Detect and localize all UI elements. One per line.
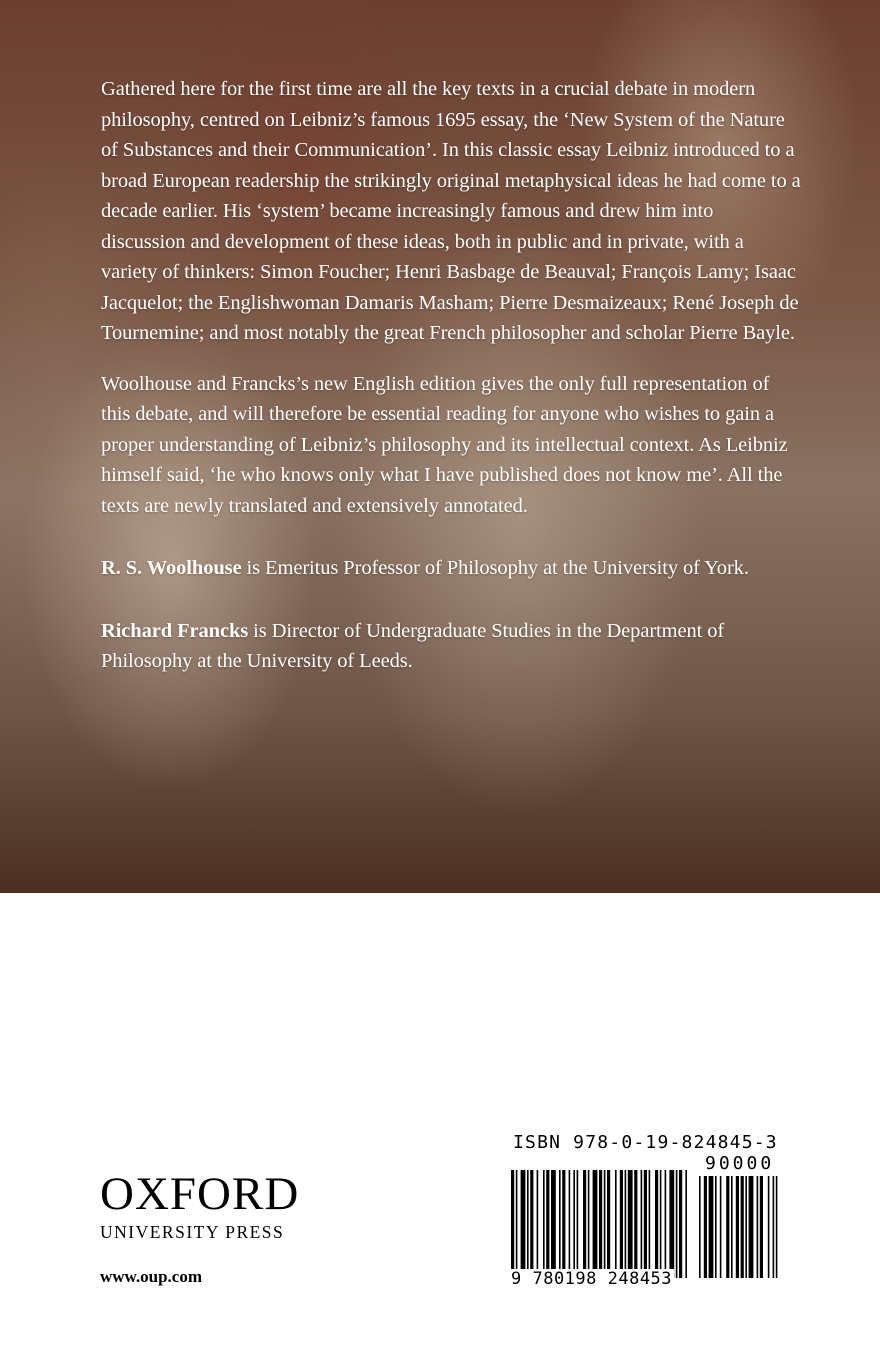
barcode-bar xyxy=(543,1170,545,1278)
author-name: R. S. Woolhouse xyxy=(101,557,242,579)
barcode-addon-bar xyxy=(709,1176,714,1278)
barcode-bar xyxy=(641,1170,643,1278)
barcode-bar xyxy=(569,1170,571,1278)
barcode-bar xyxy=(511,1170,514,1278)
barcode-addon-bar xyxy=(726,1176,729,1278)
barcode-bar xyxy=(607,1170,610,1278)
barcode-addon-bar xyxy=(745,1176,747,1278)
barcode-bar xyxy=(625,1170,627,1278)
barcode-addon-bar xyxy=(749,1176,754,1278)
author-description: is Director of Undergraduate Studies in the Department of Philosophy at the University of Leeds. xyxy=(101,619,725,672)
barcode-addon-bar xyxy=(720,1176,722,1278)
barcode-bar xyxy=(588,1170,590,1278)
barcode-bar xyxy=(615,1170,617,1278)
barcode-bar xyxy=(521,1170,526,1278)
barcode-bar xyxy=(527,1170,529,1278)
barcode-bar xyxy=(685,1170,687,1278)
barcode-addon-bar xyxy=(699,1176,701,1278)
barcode-bar xyxy=(546,1170,549,1278)
author-bio-francks xyxy=(101,616,801,677)
author-bio-woolhouse xyxy=(101,553,801,584)
barcode-bar xyxy=(537,1170,539,1278)
blurb-paragraph-2: Woolhouse and Francks’s new English edition gives the only full representation of this debate, and will therefore be essential reading for anyone who wishes to gain a proper understanding of Leibniz’s philosophy and its intellectual context. As Leibniz himself said, ‘he who knows only what I have published does not know me’. All the texts are newly translated and extensively annotated. xyxy=(101,372,788,517)
barcode-addon-bar xyxy=(736,1176,739,1278)
barcode-bar xyxy=(604,1170,606,1278)
blurb-text xyxy=(101,74,801,697)
barcode-addon-bar xyxy=(760,1176,763,1278)
barcode-bar xyxy=(669,1170,674,1278)
isbn-barcode xyxy=(505,1132,787,1292)
publisher-logo-subtitle: UNIVERSITY PRESS xyxy=(100,1222,285,1242)
barcode-addon-bar xyxy=(773,1176,775,1278)
barcode-bar xyxy=(655,1170,658,1278)
barcode-bar xyxy=(599,1170,602,1278)
barcode-bar xyxy=(562,1170,565,1278)
barcode-addon-bar xyxy=(731,1176,733,1278)
barcode-bar xyxy=(679,1170,682,1278)
barcode-bar xyxy=(620,1170,623,1278)
barcode-bar xyxy=(577,1170,579,1278)
barcode-bar xyxy=(649,1170,651,1278)
barcode-addon-bar xyxy=(776,1176,778,1278)
barcode-bar xyxy=(634,1170,637,1278)
barcode-addon-bar xyxy=(715,1176,717,1278)
barcode-bar xyxy=(660,1170,662,1278)
barcode-bar xyxy=(593,1170,598,1278)
blurb-paragraph-1: Gathered here for the first time are all the key texts in a crucial debate in modern philosophy, centred on Leibniz’s famous 1695 essay, the ‘New System of the Nature of Substances and their Communication’. In this classic essay Leibniz introduced to a broad European readership the strikingly original metaphysical ideas he had come to a decade earlier. His ‘system’ became increasingly famous and drew him into discussion and development of these ideas, both in public and in private, with a variety of thinkers: Simon Foucher; Henri Basbage de Beauval; François Lamy; Isaac Jacquelot; the Englishwoman Damaris Masham; Pierre Desmaizeaux; René Joseph de Tournemine; and most notably the great French philosopher and scholar Pierre Bayle. xyxy=(101,78,801,344)
barcode-bar xyxy=(676,1170,678,1278)
barcode-bar xyxy=(644,1170,647,1278)
publisher-website: www.oup.com xyxy=(100,1267,203,1286)
barcode-bar xyxy=(573,1170,575,1278)
barcode-addon-bar xyxy=(768,1176,770,1278)
barcode-bar xyxy=(665,1170,667,1278)
barcode-addon-bar xyxy=(704,1176,707,1278)
author-description: is Emeritus Professor of Philosophy at the University of York. xyxy=(241,557,749,579)
barcode-addon-bar xyxy=(757,1176,759,1278)
barcode-addon-bar xyxy=(741,1176,744,1278)
author-name: Richard Francks xyxy=(101,619,249,642)
barcode-bar xyxy=(530,1170,533,1278)
publisher-logo-word: OXFORD xyxy=(100,1168,300,1220)
price-code: 90000 xyxy=(705,1153,775,1174)
barcode-bar xyxy=(559,1170,561,1278)
barcode-bar xyxy=(551,1170,556,1278)
ean-digits: 9 780198 248453 xyxy=(511,1269,673,1289)
barcode-bar xyxy=(583,1170,586,1278)
isbn-label: ISBN 978-0-19-824845-3 xyxy=(513,1132,778,1153)
publisher-logo xyxy=(100,1170,330,1243)
barcode-bar xyxy=(628,1170,633,1278)
barcode-bar xyxy=(516,1170,518,1278)
